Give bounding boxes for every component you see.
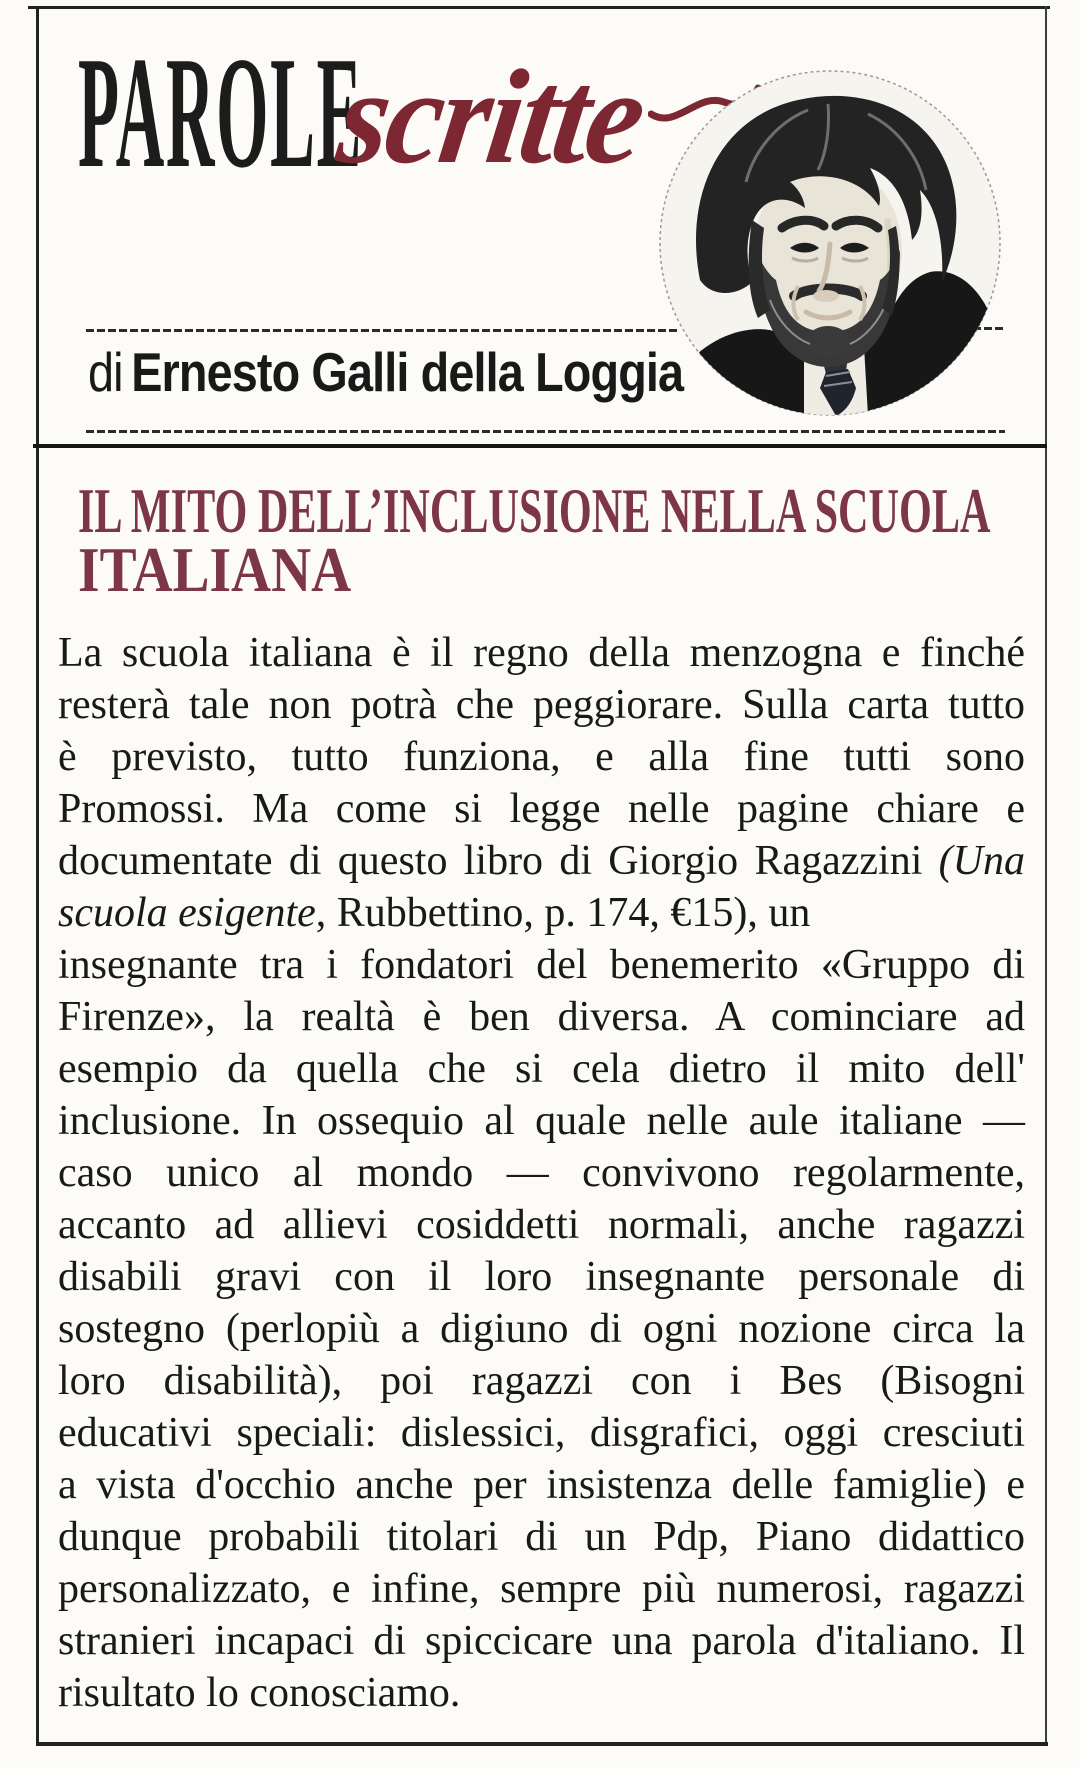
article-line-italic-text: scuola esigente (58, 890, 316, 936)
header-dashed-rule (86, 430, 1005, 433)
frame-line-top (28, 6, 1050, 9)
article-line: sostegno (perlopiù a digiuno di ogni nozione circa la (58, 1306, 1025, 1352)
article-body (58, 627, 1025, 1719)
article-line: insegnante tra i fondatori del benemerito «Gruppo di (58, 942, 1025, 988)
article-line-italic-text: (Una (938, 838, 1025, 884)
author-portrait-photo (658, 70, 1002, 416)
masthead-script-title: scritte (330, 43, 652, 192)
masthead-title: PAROLE (78, 23, 364, 201)
article-line: La scuola italiana è il regno della menzogna e finché (58, 630, 1025, 676)
article-headline (78, 476, 1080, 605)
article-line: personalizzato, e infine, sempre più numerosi, ragazzi (58, 1566, 1025, 1612)
article-line: è previsto, tutto funziona, e alla fine tutti sono (58, 734, 1025, 780)
byline-prefix: di (88, 341, 123, 403)
article-line: loro disabilità), poi ragazzi con i Bes (Bisogni (58, 1358, 1025, 1404)
article-line-text: , Rubbettino, p. 174, €15), un (315, 890, 811, 936)
article-line: dunque probabili titolari di un Pdp, Piano didattico (58, 1514, 1025, 1560)
article-line: a vista d'occhio anche per insistenza delle famiglie) e (58, 1462, 1025, 1508)
article-line: inclusione. In ossequio al quale nelle aule italiane — (58, 1098, 1025, 1144)
article-line: accanto ad allievi cosiddetti normali, anche ragazzi (58, 1202, 1025, 1248)
headline-line-2: ITALIANA (78, 535, 352, 605)
article-line: risultato lo conosciamo. (58, 1670, 461, 1716)
byline-dashed-rule-left (86, 329, 680, 332)
article-line: esempio da quella che si cela dietro il mito dell' (58, 1046, 1025, 1092)
article-line: caso unico al mondo — convivono regolarmente, (58, 1150, 1025, 1196)
header-solid-rule (33, 444, 1047, 448)
article-line-text: documentate di questo libro di Giorgio Ragazzini (58, 838, 939, 884)
headline-line-1: IL MITO DELL’INCLUSIONE NELLA SCUOLA (78, 476, 991, 546)
frame-line-left (36, 6, 39, 1746)
article-line: educativi speciali: dislessici, disgrafici, oggi cresciuti (58, 1410, 1025, 1456)
article-line (58, 887, 1025, 939)
article-line: Firenze», la realtà è ben diversa. A cominciare ad (58, 994, 1025, 1040)
byline-author-name: Ernesto Galli della Loggia (131, 341, 684, 403)
article-line: disabili gravi con il loro insegnante personale di (58, 1254, 1025, 1300)
article-line: stranieri incapaci di spiccicare una parola d'italiano. Il (58, 1618, 1025, 1664)
frame-line-right (1045, 6, 1047, 1746)
byline (88, 341, 684, 403)
article-line (58, 835, 1025, 887)
article-line: resterà tale non potrà che peggiorare. Sulla carta tutto (58, 682, 1025, 728)
article-line: Promossi. Ma come si legge nelle pagine chiare e (58, 786, 1025, 832)
frame-line-bottom (36, 1742, 1048, 1746)
